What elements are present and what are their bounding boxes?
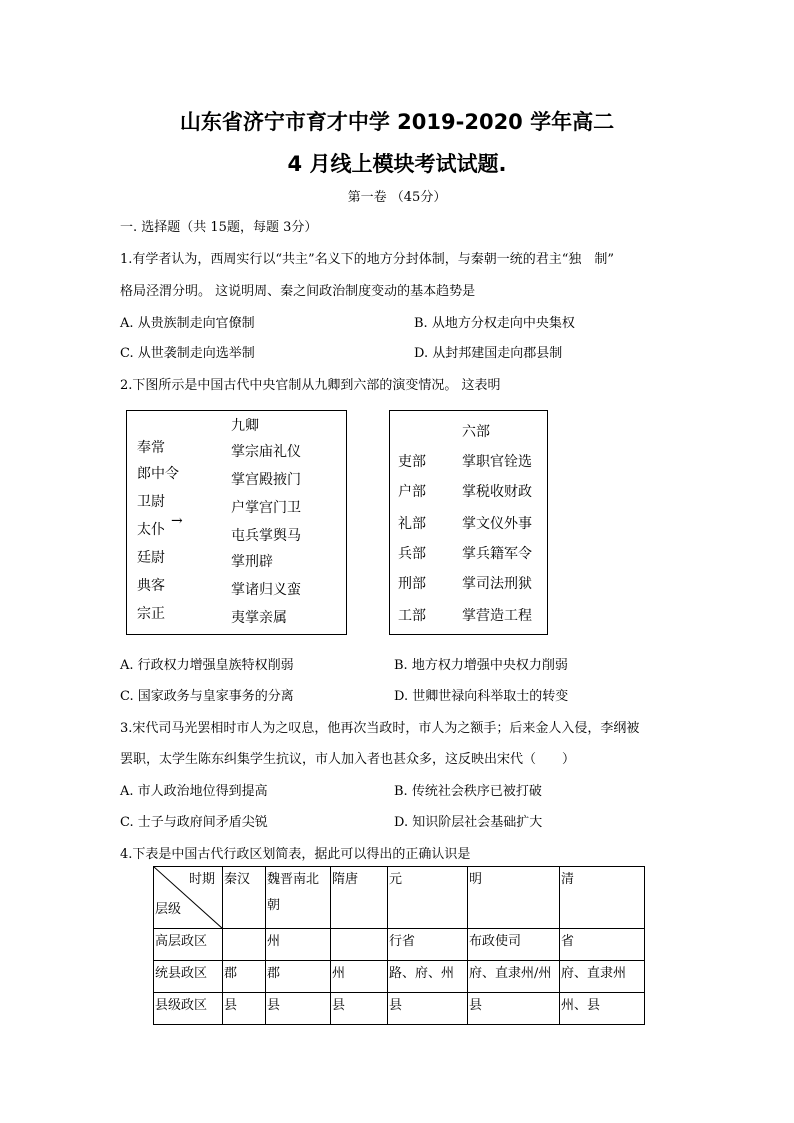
ministry-duty: 掌职官铨选 xyxy=(462,454,532,470)
ministry-name: 吏部 xyxy=(398,454,426,470)
official-name: 太仆 xyxy=(137,522,165,538)
q3-stem-line2: 罢职，太学生陈东纠集学生抗议，市人加入者也甚众多，这反映出宋代（ ） xyxy=(120,752,576,767)
official-duty: 户掌宫门卫 xyxy=(231,500,301,516)
table-cell: 行省 xyxy=(388,929,468,961)
official-name: 宗正 xyxy=(137,606,165,622)
q3-option-d: D. 知识阶层社会基础扩大 xyxy=(394,815,543,830)
table-cell: 县 xyxy=(223,993,266,1025)
table-row xyxy=(154,993,645,1025)
period-header: 隋唐 xyxy=(331,867,388,929)
ministry-name: 兵部 xyxy=(398,546,426,562)
exam-title-line2: 4 月线上模块考试试题. xyxy=(287,152,507,176)
official-name: 奉常 xyxy=(137,440,165,456)
official-duty: 掌诸归义蛮 xyxy=(231,582,301,598)
table-cell: 郡 xyxy=(223,961,266,993)
ministry-name: 工部 xyxy=(398,608,426,624)
q1-option-a: A. 从贵族制走向官僚制 xyxy=(120,316,255,331)
q3-option-c: C. 士子与政府间矛盾尖锐 xyxy=(120,815,268,830)
table-cell xyxy=(331,929,388,961)
table-header-row xyxy=(154,867,645,929)
table-cell: 县 xyxy=(388,993,468,1025)
period-header: 元 xyxy=(388,867,468,929)
table-cell xyxy=(223,929,266,961)
q2-option-c: C. 国家政务与皇家事务的分离 xyxy=(120,689,294,704)
official-name: 卫尉 xyxy=(137,494,165,510)
table-cell: 省 xyxy=(560,929,645,961)
q3-stem-line1: 3.宋代司马光罢相时市人为之叹息，他再次当政时，市人为之额手；后来金人入侵，李纲被 xyxy=(120,721,640,736)
period-header: 清 xyxy=(560,867,645,929)
q2-option-b: B. 地方权力增强中央权力削弱 xyxy=(394,658,568,673)
table-cell: 路、府、州 xyxy=(388,961,468,993)
official-name: 郎中令 xyxy=(137,466,179,482)
level-label: 高层政区 xyxy=(154,929,223,961)
table-row xyxy=(154,961,645,993)
ministry-duty: 掌营造工程 xyxy=(462,608,532,624)
exam-title-line1: 山东省济宁市育才中学 2019-2020 学年高二 xyxy=(179,110,615,134)
ministry-duty: 掌司法刑狱 xyxy=(462,576,532,592)
table-cell: 府、直隶州/州 xyxy=(468,961,560,993)
official-duty: 屯兵掌舆马 xyxy=(231,528,301,544)
table-row xyxy=(154,929,645,961)
q2-option-a: A. 行政权力增强皇族特权削弱 xyxy=(120,658,294,673)
nine-ministers-box xyxy=(126,410,347,635)
official-duty: 掌宗庙礼仪 xyxy=(231,444,301,460)
ministry-name: 户部 xyxy=(398,484,426,500)
q1-option-b: B. 从地方分权走向中央集权 xyxy=(414,316,575,331)
q1-option-c: C. 从世袭制走向选举制 xyxy=(120,346,255,361)
table-cell: 县 xyxy=(331,993,388,1025)
period-header: 明 xyxy=(468,867,560,929)
six-ministries-box xyxy=(389,410,548,635)
nine-ministers-header: 九卿 xyxy=(231,418,259,434)
ministry-duty: 掌兵籍军令 xyxy=(462,546,532,562)
level-label: 统县政区 xyxy=(154,961,223,993)
official-duty: 掌刑辟 xyxy=(231,554,273,570)
table-cell: 县 xyxy=(468,993,560,1025)
ministry-duty: 掌文仪外事 xyxy=(462,516,532,532)
section-heading: 第一卷 （45分） xyxy=(347,190,447,205)
q3-option-a: A. 市人政治地位得到提高 xyxy=(120,784,268,799)
official-name: 廷尉 xyxy=(137,550,165,566)
q2-stem: 2.下图所示是中国古代中央官制从九卿到六部的演变情况。 这表明 xyxy=(120,378,501,393)
official-name: 典客 xyxy=(137,578,165,594)
part-heading: 一. 选择题（共 15题，每题 3分） xyxy=(120,220,318,235)
ministry-name: 刑部 xyxy=(398,576,426,592)
table-cell: 郡 xyxy=(266,961,331,993)
evolution-arrow: → xyxy=(171,513,183,529)
ministry-name: 礼部 xyxy=(398,516,426,532)
official-duty: 掌宫殿掖门 xyxy=(231,472,301,488)
table-cell: 布政使司 xyxy=(468,929,560,961)
q3-option-b: B. 传统社会秩序已被打破 xyxy=(394,784,542,799)
table-cell: 县 xyxy=(266,993,331,1025)
corner-period-label: 时期 xyxy=(189,872,216,887)
administrative-division-table xyxy=(153,866,645,1025)
q1-stem-line1: 1.有学者认为，西周实行以“共主”名义下的地方分封体制，与秦朝一统的君主“独 制” xyxy=(120,252,614,267)
table-corner-cell xyxy=(154,867,223,929)
six-ministries-header: 六部 xyxy=(462,424,490,440)
official-duty: 夷掌亲属 xyxy=(231,610,287,626)
q4-stem: 4.下表是中国古代行政区划简表，据此可以得出的正确认识是 xyxy=(120,847,471,862)
period-header: 秦汉 xyxy=(223,867,266,929)
period-header: 魏晋南北朝 xyxy=(266,867,331,929)
corner-level-label: 层级 xyxy=(155,902,182,917)
q1-option-d: D. 从封邦建国走向郡县制 xyxy=(414,346,563,361)
level-label: 县级政区 xyxy=(154,993,223,1025)
table-cell: 州 xyxy=(266,929,331,961)
q2-option-d: D. 世卿世禄向科举取士的转变 xyxy=(394,689,569,704)
q1-stem-line2: 格局泾渭分明。 这说明周、秦之间政治制度变动的基本趋势是 xyxy=(120,284,476,299)
ministry-duty: 掌税收财政 xyxy=(462,484,532,500)
table-cell: 州、县 xyxy=(560,993,645,1025)
table-cell: 州 xyxy=(331,961,388,993)
table-cell: 府、直隶州 xyxy=(560,961,645,993)
